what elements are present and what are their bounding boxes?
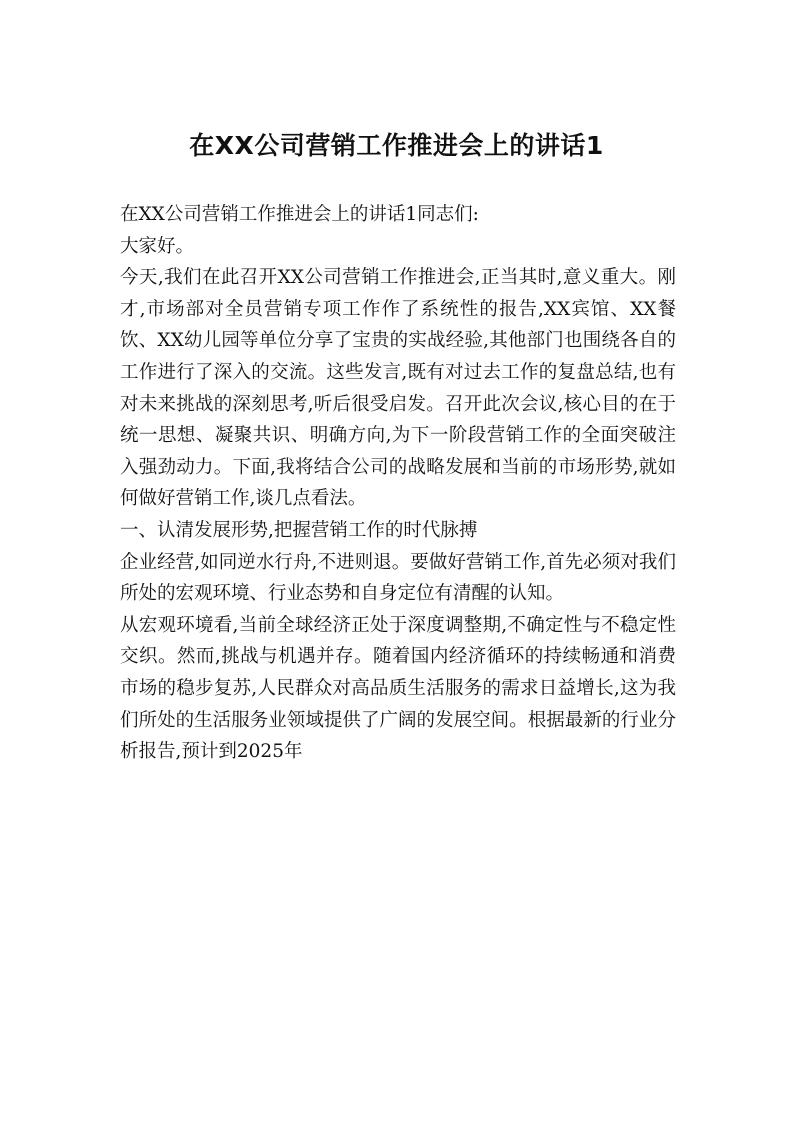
intro-paragraph: 今天,我们在此召开XX公司营销工作推进会,正当其时,意义重大。刚才,市场部对全员营销专项工作作了系统性的报告,XX宾馆、XX餐饮、XX幼儿园等单位分享了宝贵的实战经验,其他部门也围绕各自的工作进行了深入的交流。这些发言,既有对过去工作的复盘总结,也有对未来挑战的深刻思考,听后很受启发。召开此次会议,核心目的在于统一思想、凝聚共识、明确方向,为下一阶段营销工作的全面突破注入强劲动力。下面,我将结合公司的战略发展和当前的市场形势,就如何做好营销工作,谈几点看法。 (120, 267, 676, 510)
section-heading-1: 一、认清发展形势,把握营销工作的时代脉搏 (120, 519, 478, 541)
body-paragraph: 从宏观环境看,当前全球经济正处于深度调整期,不确定性与不稳定性交织。然而,挑战与机遇并存。随着国内经济循环的持续畅通和消费市场的稳步复苏,人民群众对高品质生活服务的需求日益增长,这为我们所处的生活服务业领域提供了广阔的发展空间。根据最新的行业分析报告,预计到2025年 (120, 614, 676, 763)
body-paragraph: 企业经营,如同逆水行舟,不进则退。要做好营销工作,首先必须对我们所处的宏观环境、行业态势和自身定位有清醒的认知。 (120, 551, 676, 605)
document-body (120, 199, 676, 768)
salutation-paragraph: 在XX公司营销工作推进会上的讲话1同志们: (120, 204, 479, 225)
greeting-paragraph: 大家好。 (120, 235, 195, 257)
document-title: 在XX公司营销工作推进会上的讲话1 (189, 131, 604, 160)
